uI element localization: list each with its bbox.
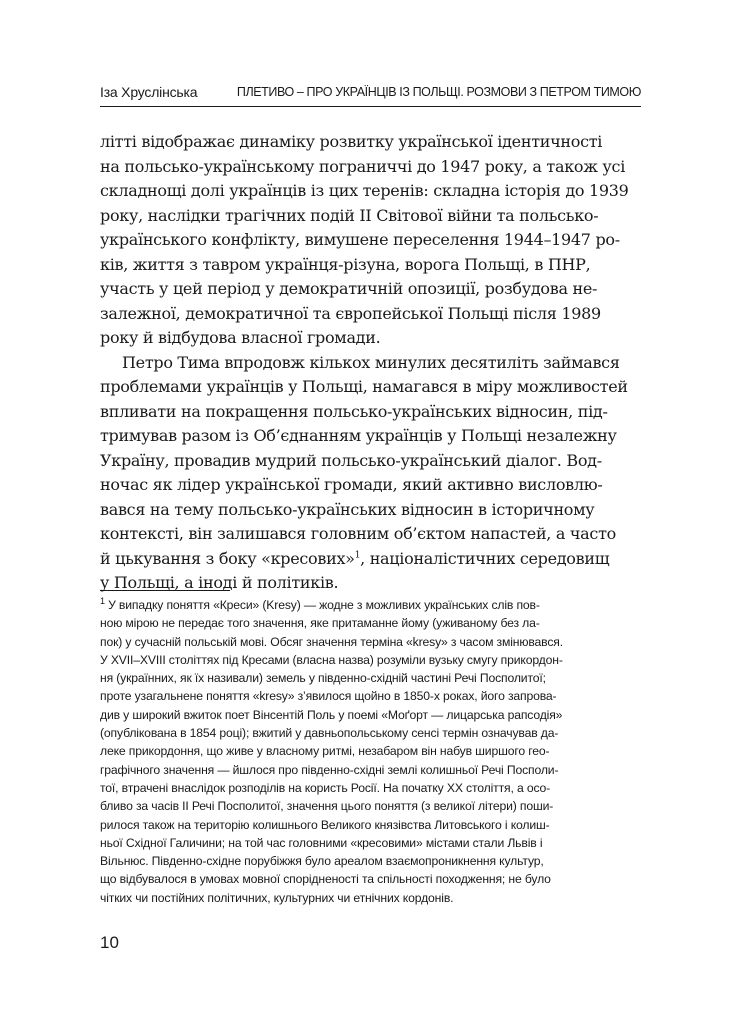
text-line: ночас як лідер української громади, який активно висловлю- [100, 475, 603, 494]
footnote-separator [100, 590, 230, 591]
page-number: 10 [100, 933, 119, 952]
text-line: тримував разом із Об’єднанням українців у Польщі незалежну [100, 426, 617, 445]
text-line: Україну, провадив мудрий польсько-український діалог. Вод- [100, 450, 602, 470]
text-line: українського конфлікту, вимушене переселення 1944–1947 ро- [100, 230, 620, 249]
text-line: ків, життя з тавром українця-різуна, ворога Польщі, в ПНР, [100, 254, 591, 274]
footnote [100, 596, 641, 907]
text-line: складнощі долі українців із цих теренів: складна історія до 1939 [100, 181, 629, 200]
footnote-line: рилося також на територію колишнього Великого князівства Литовського і колиш- [100, 817, 550, 832]
footnote-line: леке прикордоння, що живе у власному ритмі, незабаром він набув ширшого гео- [100, 744, 550, 759]
footnote-line: бливо за часів ІІ Речі Посполитої, значення цього поняття (з великої літери) поши- [100, 799, 554, 814]
text-segment: У випадку поняття «Креси» (Kresy) — жодне з можливих українських слів пов- [104, 598, 540, 612]
footnote-line: проте узагальнене поняття «kresy» з’явилося щойно в 1850-х роках, його запрова- [100, 689, 557, 704]
text-line: на польсько-українському пограниччі до 1947 року, а також усі [100, 156, 626, 176]
main-text [100, 130, 641, 596]
footnote-line: ньої Східної Галичини; на той час головними «кресовими» містами стали Львів і [100, 835, 543, 850]
text-line: впливати на покращення польсько-українських відносин, під- [100, 401, 608, 421]
footnote-line: ною мірою не передає того значення, яке притаманне йому (уживаному без ла- [100, 616, 540, 631]
running-head-book-title: ПЛЕТИВО – ПРО УКРАЇНЦІВ ІЗ ПОЛЬЩІ. РОЗМОВИ З ПЕТРОМ ТИМОЮ [236, 85, 641, 99]
footnote-reference[interactable]: 1 [354, 550, 361, 561]
footnote-line: тої, втрачені внаслідок розподілів на користь Росії. На початку XX століття, а осо- [100, 780, 551, 795]
footnote-line: що відбувалося в умовах мовної спорідненості та спільності походження; не було [100, 872, 551, 887]
text-line: залежної, демократичної та європейської Польщі після 1989 [100, 303, 601, 323]
text-line: року й відбудова власної громади. [100, 328, 381, 347]
footnote-marker: 1 [100, 595, 105, 606]
text-line: Петро Тима впродовж кількох минулих десятиліть займався [122, 352, 620, 372]
footnote-line: Вільнюс. Південно-східне порубіжжя було ареалом взаємопроникнення культур, [100, 854, 544, 869]
footnote-line: (опублікована в 1854 році); вжитий у давньопольському сенсі термін означував да- [100, 726, 559, 741]
text-line: контексті, він залишався головним об’єктом напастей, а часто [100, 524, 616, 543]
text-line: проблемами українців у Польщі, намагався в міру можливостей [100, 377, 628, 396]
footnote-line: див у широкий вжиток поет Вінсентій Поль у поемі «Моґорт — лицарська рапсодія» [100, 707, 563, 722]
paragraph-1 [100, 130, 641, 351]
footnote-line: графічного значення — йшлося про південно-східні землі колишньої Речі Посполи- [100, 762, 559, 777]
text-line-with-footnote-ref [100, 547, 641, 572]
text-line: року, наслідки трагічних подій ІІ Світової війни та польсько- [100, 205, 599, 225]
footnote-line: ня (українних, як їх називали) земель у південно-східній частині Речі Посполитої; [100, 671, 546, 686]
footnote-line: пок) у сучасній польській мові. Обсяг значення терміна «kresy» з часом змінювався. [100, 634, 563, 649]
footnote-line [100, 596, 641, 614]
paragraph-2 [100, 351, 641, 596]
text-line: у Польщі, а іноді й політиків. [100, 573, 339, 592]
footnote-line: чітких чи постійних політичних, культурних чи етнічних кордонів. [100, 890, 454, 905]
text-segment: й цькування з боку «кресових» [100, 548, 355, 568]
running-head-author: Іза Хруслінська [100, 84, 198, 100]
text-segment: , націоналістичних середовищ [360, 548, 610, 568]
footnote-line: У XVII–XVIII століттях під Кресами (власна назва) розуміли вузьку смугу прикордон- [100, 652, 563, 667]
text-line: літті відображає динаміку розвитку української ідентичності [100, 132, 603, 151]
text-line: вався на тему польсько-українських відносин в історичному [100, 499, 595, 519]
running-head [100, 82, 641, 107]
text-line: участь у цей період у демократичній опозиції, розбудова не- [100, 279, 598, 298]
